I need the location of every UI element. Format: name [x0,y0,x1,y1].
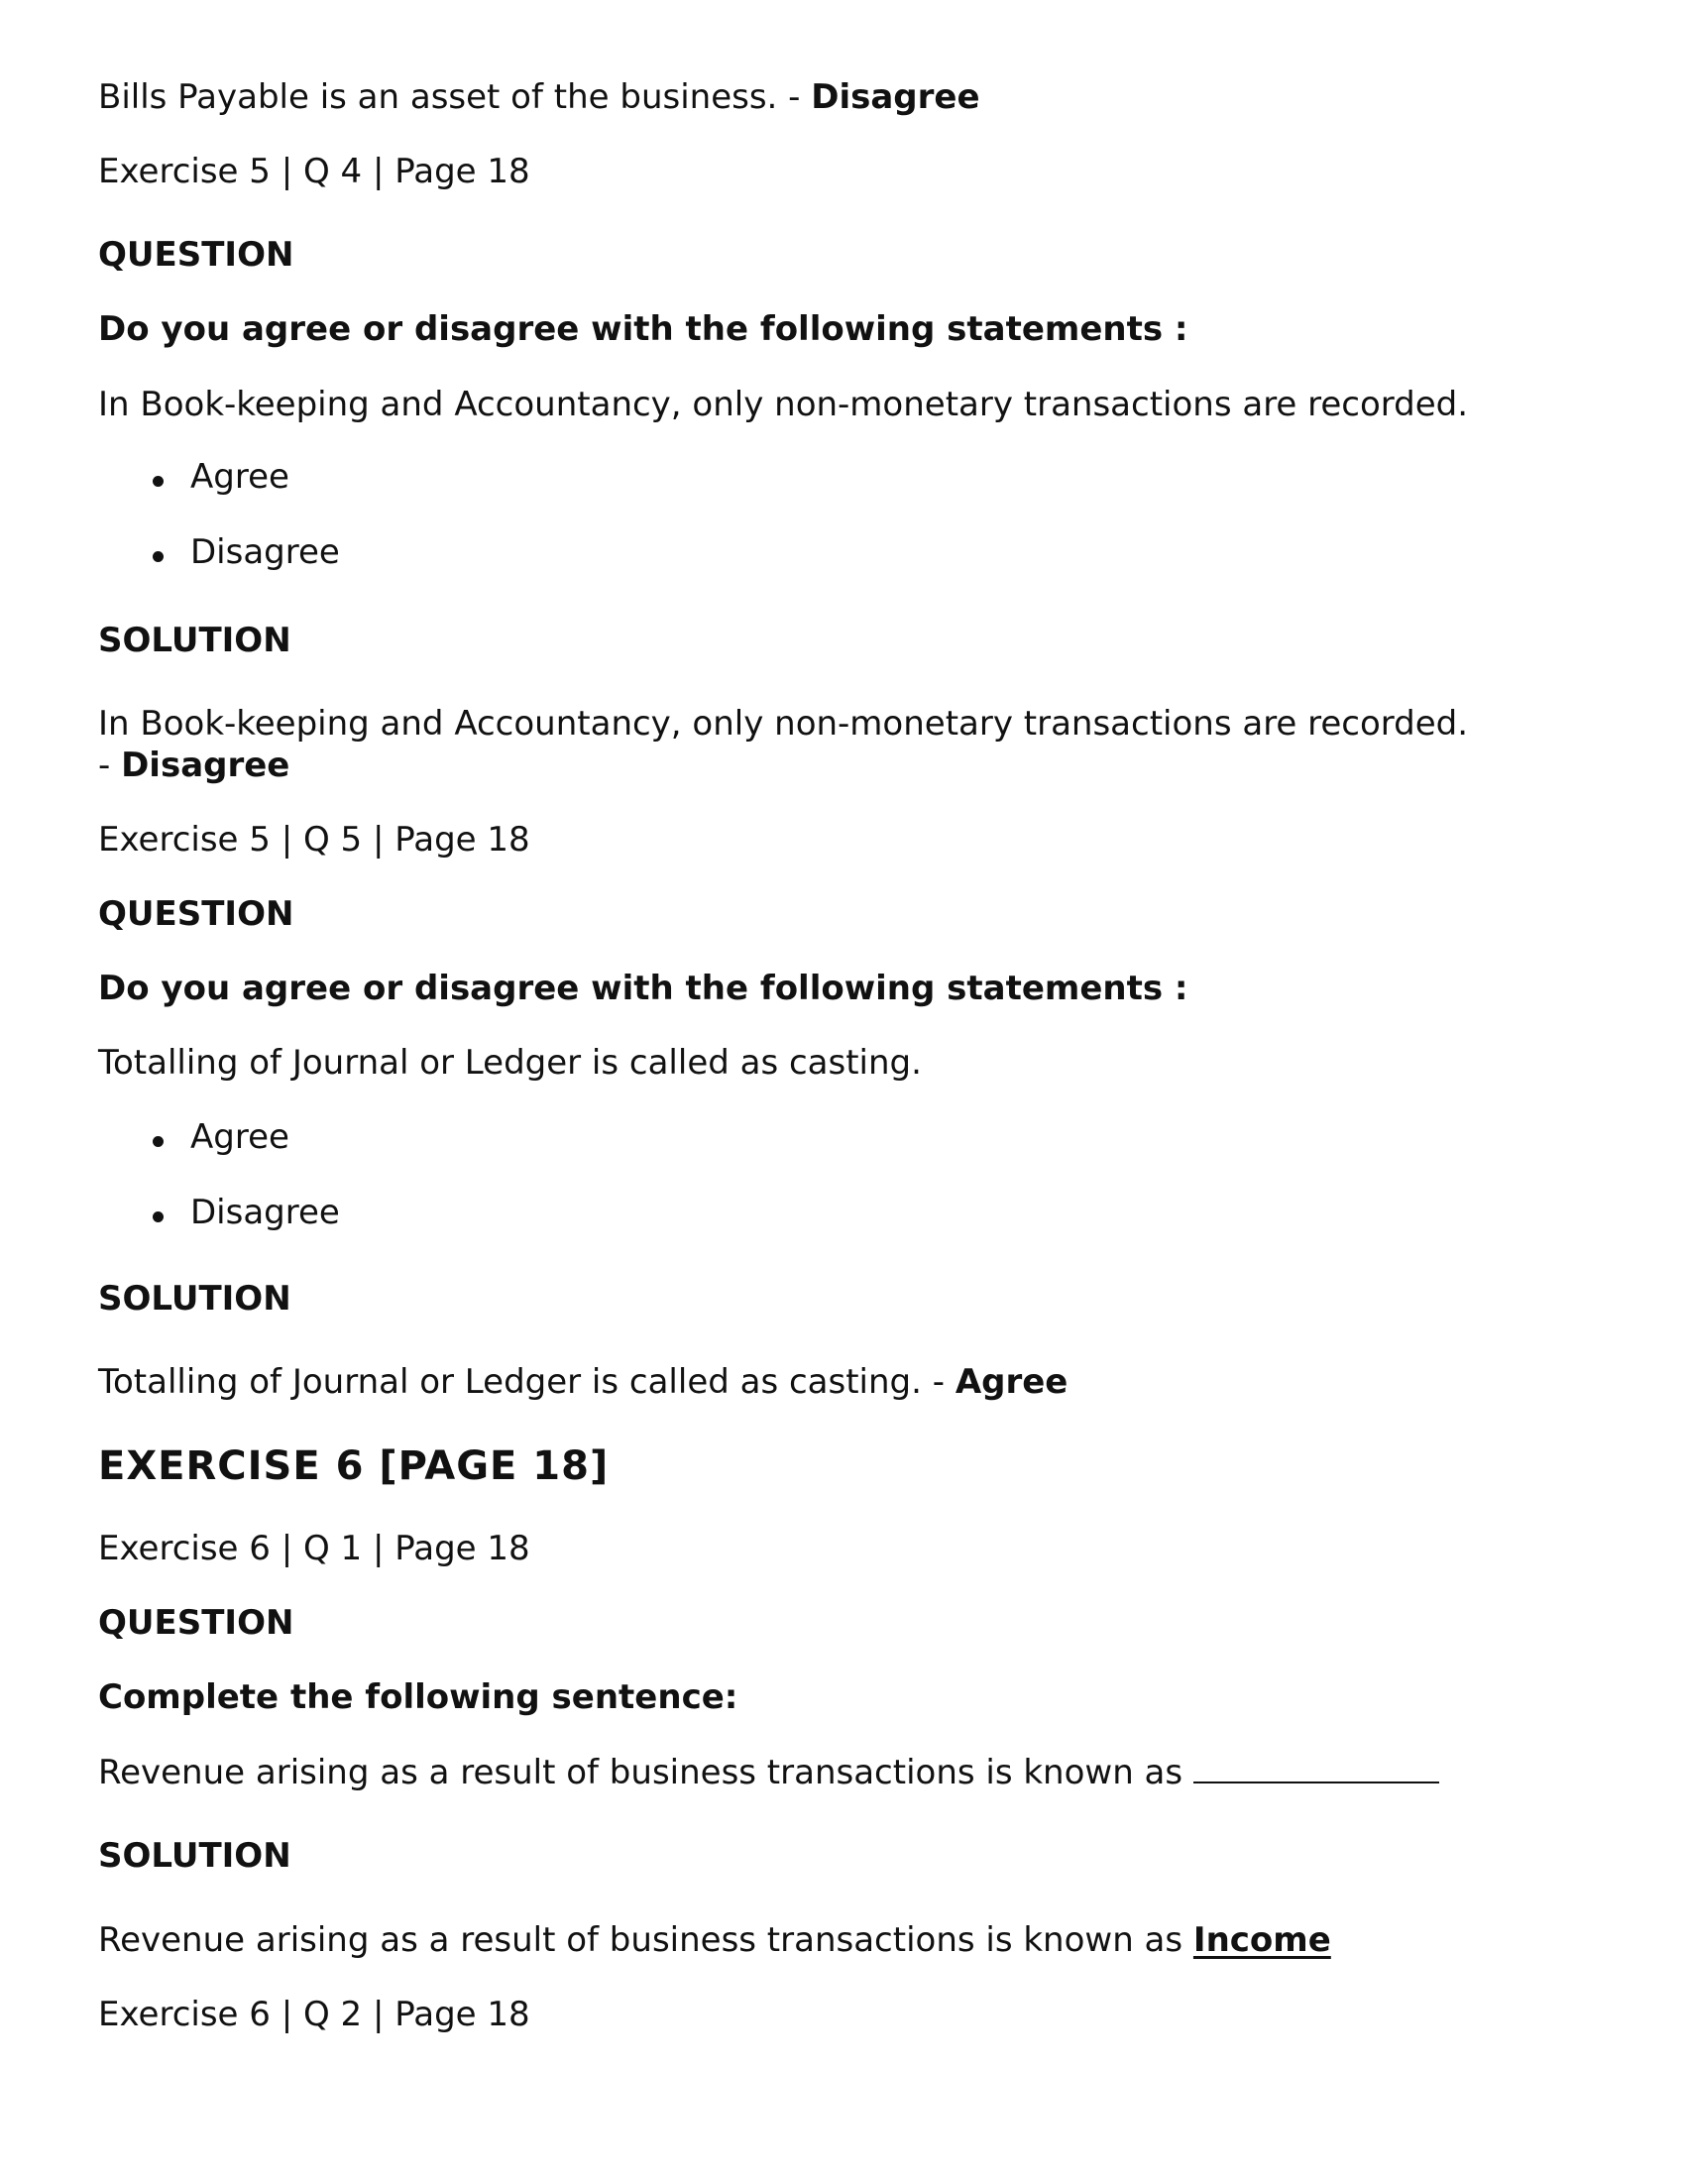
exercise-reference: Exercise 5 | Q 4 | Page 18 [98,152,530,191]
solution-label: SOLUTION [98,1279,291,1319]
section-heading: EXERCISE 6 [PAGE 18] [98,1443,610,1489]
option-label: Disagree [190,1193,340,1232]
question-statement-line [98,1752,1439,1793]
question-statement: In Book-keeping and Accountancy, only non-monetary transactions are recorded. [98,385,1469,424]
solution-text: Totalling of Journal or Ledger is called as casting. - [98,1362,956,1402]
question-label: QUESTION [98,894,294,934]
question-prompt: Do you agree or disagree with the following statements : [98,309,1188,349]
bullet-icon [153,476,164,487]
previous-solution-answer: Disagree [811,77,980,117]
question-prompt: Do you agree or disagree with the following statements : [98,969,1188,1008]
question-prompt: Complete the following sentence: [98,1677,738,1717]
solution-answer-line [98,1362,1068,1403]
question-label: QUESTION [98,1603,294,1643]
bullet-icon [153,1211,164,1222]
solution-answer-line [98,1920,1331,1961]
question-statement: Revenue arising as a result of business transactions is known as [98,1753,1193,1792]
previous-solution-text: Bills Payable is an asset of the business. - [98,77,812,117]
solution-prefix: - [98,746,122,785]
solution-label: SOLUTION [98,621,291,660]
solution-text: In Book-keeping and Accountancy, only non-monetary transactions are recorded. [98,704,1469,744]
solution-label: SOLUTION [98,1836,291,1876]
question-label: QUESTION [98,235,294,275]
exercise-reference: Exercise 6 | Q 2 | Page 18 [98,1995,530,2034]
option-label: Agree [190,457,289,497]
option-label: Agree [190,1117,289,1157]
question-statement: Totalling of Journal or Ledger is called as casting. [98,1043,922,1083]
solution-answer-line [98,746,289,786]
fill-in-blank [1193,1752,1439,1783]
bullet-icon [153,1136,164,1147]
previous-solution-line [98,77,980,118]
option-label: Disagree [190,532,340,572]
solution-answer: Income [1192,1920,1331,1960]
solution-answer: Disagree [121,746,290,785]
solution-text: Revenue arising as a result of business transactions is known as [98,1920,1193,1960]
exercise-reference: Exercise 6 | Q 1 | Page 18 [98,1529,530,1568]
bullet-icon [153,551,164,562]
solution-answer: Agree [955,1362,1069,1402]
exercise-reference: Exercise 5 | Q 5 | Page 18 [98,820,530,860]
